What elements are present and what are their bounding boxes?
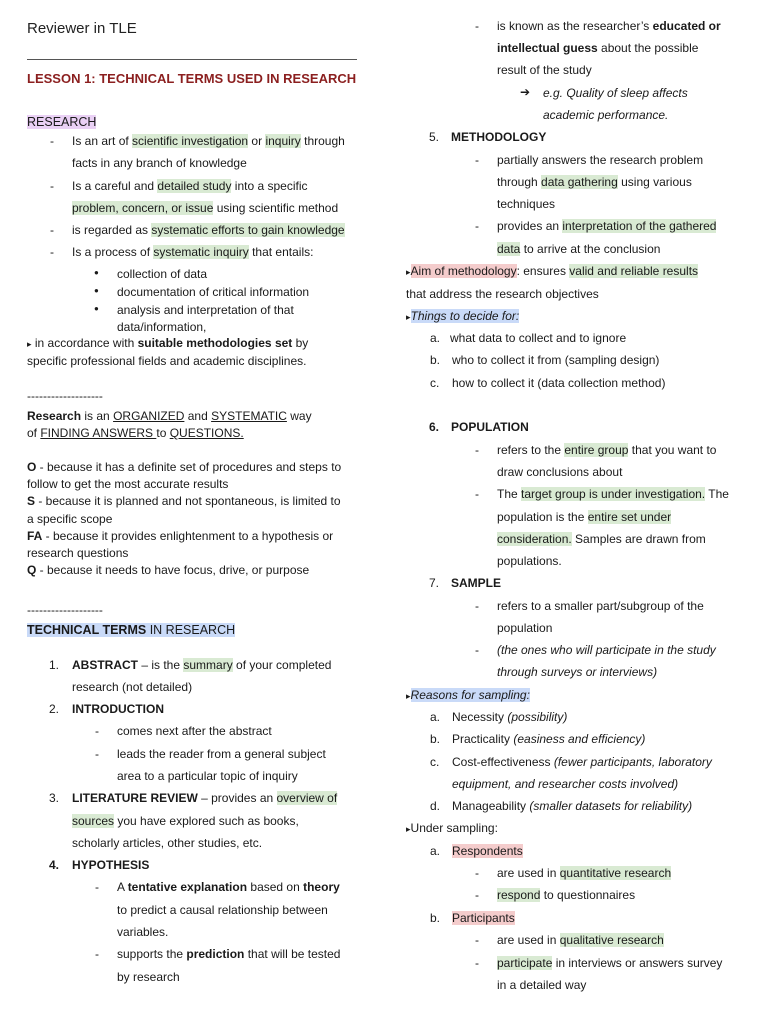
section-divider: ------------------- <box>27 389 103 403</box>
research-definition-line1: Research is an ORGANIZED and SYSTEMATIC way <box>27 409 312 423</box>
process-item: analysis and interpretation of that <box>117 303 294 317</box>
dash-bullet: - <box>50 223 54 237</box>
research-item-4: Is a process of systematic inquiry that entails: <box>72 245 314 259</box>
list-letter: b. <box>430 353 441 367</box>
reason-item-cont: equipment, and researcher costs involved) <box>452 777 679 791</box>
dash-bullet: - <box>475 888 479 902</box>
accordance-line1: ▸ in accordance with suitable methodologies set by <box>27 336 309 350</box>
research-item-1-line1: Is an art of scientific investigation or inquiry through <box>72 134 345 148</box>
list-number: 2. <box>49 702 60 716</box>
term-introduction: INTRODUCTION <box>72 702 164 716</box>
section-divider: ------------------- <box>27 603 103 617</box>
dash-bullet: - <box>475 643 479 657</box>
intro-sub-2-line1: leads the reader from a general subject <box>117 747 326 761</box>
technical-terms-heading: TECHNICAL TERMS IN RESEARCH <box>27 623 236 637</box>
triangle-bullet-icon: ▸ <box>406 267 411 277</box>
sample-sub-2-line1: (the ones who will participate in the study <box>497 643 716 657</box>
dash-bullet: - <box>95 880 99 894</box>
dash-bullet: - <box>95 724 99 738</box>
term-abstract-line2: research (not detailed) <box>72 680 193 694</box>
term-abstract-line1: ABSTRACT – is the summary of your completed <box>72 658 332 672</box>
list-number: 5. <box>429 130 440 144</box>
intro-sub-1: comes next after the abstract <box>117 724 272 738</box>
list-letter: a. <box>430 331 441 345</box>
aim-of-methodology-line1: ▸Aim of methodology: ensures valid and reliable results <box>406 264 699 278</box>
list-number: 3. <box>49 791 60 805</box>
term-literature-line1: LITERATURE REVIEW – provides an overview of <box>72 791 338 805</box>
list-letter: d. <box>430 799 441 813</box>
term-population: POPULATION <box>451 420 529 434</box>
research-item-1-line2: facts in any branch of knowledge <box>72 156 247 170</box>
dash-bullet: - <box>475 599 479 613</box>
hyp-sub-3-line2: intellectual guess about the possible <box>497 41 699 55</box>
reason-item: Practicality (easiness and efficiency) <box>452 732 646 746</box>
dash-bullet: - <box>475 866 479 880</box>
dash-bullet: - <box>95 947 99 961</box>
hyp-sub-3-line3: result of the study <box>497 63 592 77</box>
reasons-heading: ▸Reasons for sampling: <box>406 688 530 702</box>
list-letter: b. <box>430 911 441 925</box>
osfaq-o-line2: follow to get the most accurate results <box>27 477 229 491</box>
method-sub-2-line2: data to arrive at the conclusion <box>497 242 661 256</box>
pop-sub-2-line3: consideration. Samples are drawn from <box>497 532 706 546</box>
hyp-sub-1-line1: A tentative explanation based on theory <box>117 880 340 894</box>
dot-bullet: ● <box>94 304 99 313</box>
dash-bullet: - <box>475 487 479 501</box>
triangle-bullet-icon: ▸ <box>406 691 411 701</box>
process-item: documentation of critical information <box>117 285 310 299</box>
decide-item: how to collect it (data collection method) <box>452 376 666 390</box>
dot-bullet: ● <box>94 286 99 295</box>
hyp-sub-1-line3: variables. <box>117 925 169 939</box>
dash-bullet: - <box>475 153 479 167</box>
term-literature-line3: scholarly articles, other studies, etc. <box>72 836 263 850</box>
list-number: 7. <box>429 576 440 590</box>
reason-item: Cost-effectiveness (fewer participants, laboratory <box>452 755 712 769</box>
sample-sub-1-line1: refers to a smaller part/subgroup of the <box>497 599 704 613</box>
sample-sub-1-line2: population <box>497 621 553 635</box>
participants-sub-2-line2: in a detailed way <box>497 978 587 992</box>
dash-bullet: - <box>475 933 479 947</box>
dash-bullet: - <box>475 219 479 233</box>
method-sub-2-line1: provides an interpretation of the gathered <box>497 219 717 233</box>
list-letter: a. <box>430 710 441 724</box>
list-letter: c. <box>430 755 440 769</box>
respondents-sub-1: are used in quantitative research <box>497 866 672 880</box>
under-sampling-heading: ▸Under sampling: <box>406 821 498 835</box>
list-number: 4. <box>49 858 60 872</box>
hyp-example-line1: e.g. Quality of sleep affects <box>543 86 688 100</box>
respondents-sub-2: respond to questionnaires <box>497 888 636 902</box>
term-hypothesis: HYPOTHESIS <box>72 858 150 872</box>
things-to-decide-heading: ▸Things to decide for: <box>406 309 520 323</box>
method-sub-1-line2: through data gathering using various <box>497 175 692 189</box>
hyp-sub-1-line2: to predict a causal relationship between <box>117 903 328 917</box>
process-item: data/information, <box>117 320 207 334</box>
lesson-title: LESSON 1: TECHNICAL TERMS USED IN RESEARCH <box>27 71 357 86</box>
hyp-example-line2: academic performance. <box>543 108 669 122</box>
pop-sub-1-line1: refers to the entire group that you want to <box>497 443 717 457</box>
term-sample: SAMPLE <box>451 576 502 590</box>
dash-bullet: - <box>50 179 54 193</box>
dash-bullet: - <box>50 134 54 148</box>
decide-item: what data to collect and to ignore <box>450 331 627 345</box>
participants-sub-1: are used in qualitative research <box>497 933 664 947</box>
document-title: Reviewer in TLE <box>27 20 137 37</box>
osfaq-fa-line2: research questions <box>27 546 129 560</box>
process-item: collection of data <box>117 267 208 281</box>
respondents-title: Respondents <box>452 844 523 858</box>
reason-item: Necessity (possibility) <box>452 710 568 724</box>
osfaq-s-line1: S - because it is planned and not spontaneous, is limited to <box>27 494 341 508</box>
research-heading: RESEARCH <box>27 115 97 129</box>
list-letter: b. <box>430 732 441 746</box>
method-sub-1-line3: techniques <box>497 197 556 211</box>
arrow-icon: ➔ <box>520 85 531 99</box>
dash-bullet: - <box>475 956 479 970</box>
list-letter: a. <box>430 844 441 858</box>
dash-bullet: - <box>475 19 479 33</box>
hyp-sub-2-line1: supports the prediction that will be tested <box>117 947 341 961</box>
hyp-sub-2-line2: by research <box>117 970 180 984</box>
research-definition-line2: of FINDING ANSWERS to QUESTIONS. <box>27 426 244 440</box>
dash-bullet: - <box>475 443 479 457</box>
osfaq-o-line1: O - because it has a definite set of procedures and steps to <box>27 460 342 474</box>
list-number: 6. <box>429 420 440 434</box>
aim-of-methodology-line2: that address the research objectives <box>406 287 599 301</box>
dot-bullet: ● <box>94 268 99 277</box>
osfaq-s-line2: a specific scope <box>27 512 113 526</box>
intro-sub-2-line2: area to a particular topic of inquiry <box>117 769 298 783</box>
osfaq-fa-line1: FA - because it provides enlightenment to a hypothesis or <box>27 529 334 543</box>
reason-item: Manageability (smaller datasets for reliability) <box>452 799 693 813</box>
participants-title: Participants <box>452 911 515 925</box>
triangle-bullet-icon: ▸ <box>406 312 411 322</box>
triangle-bullet-icon: ▸ <box>27 339 32 349</box>
term-methodology: METHODOLOGY <box>451 130 547 144</box>
pop-sub-2-line1: The target group is under investigation. The <box>497 487 729 501</box>
pop-sub-1-line2: draw conclusions about <box>497 465 623 479</box>
list-letter: c. <box>430 376 440 390</box>
osfaq-q-line: Q - because it needs to have focus, drive, or purpose <box>27 563 310 577</box>
title-divider <box>27 59 357 60</box>
term-literature-line2: sources you have explored such as books, <box>72 814 299 828</box>
pop-sub-2-line2: population is the entire set under <box>497 510 672 524</box>
participants-sub-2-line1: participate in interviews or answers survey <box>497 956 723 970</box>
accordance-line2: specific professional fields and academic disciplines. <box>27 354 307 368</box>
method-sub-1-line1: partially answers the research problem <box>497 153 704 167</box>
list-number: 1. <box>49 658 60 672</box>
hyp-sub-3-line1: is known as the researcher’s educated or <box>497 19 721 33</box>
sample-sub-2-line2: through surveys or interviews) <box>497 665 658 679</box>
research-item-3: is regarded as systematic efforts to gain knowledge <box>72 223 345 237</box>
research-item-2-line2: problem, concern, or issue using scientific method <box>72 201 339 215</box>
triangle-bullet-icon: ▸ <box>406 824 411 834</box>
research-item-2-line1: Is a careful and detailed study into a specific <box>72 179 308 193</box>
dash-bullet: - <box>95 747 99 761</box>
dash-bullet: - <box>50 245 54 259</box>
decide-item: who to collect it from (sampling design) <box>452 353 660 367</box>
pop-sub-2-line4: populations. <box>497 554 562 568</box>
